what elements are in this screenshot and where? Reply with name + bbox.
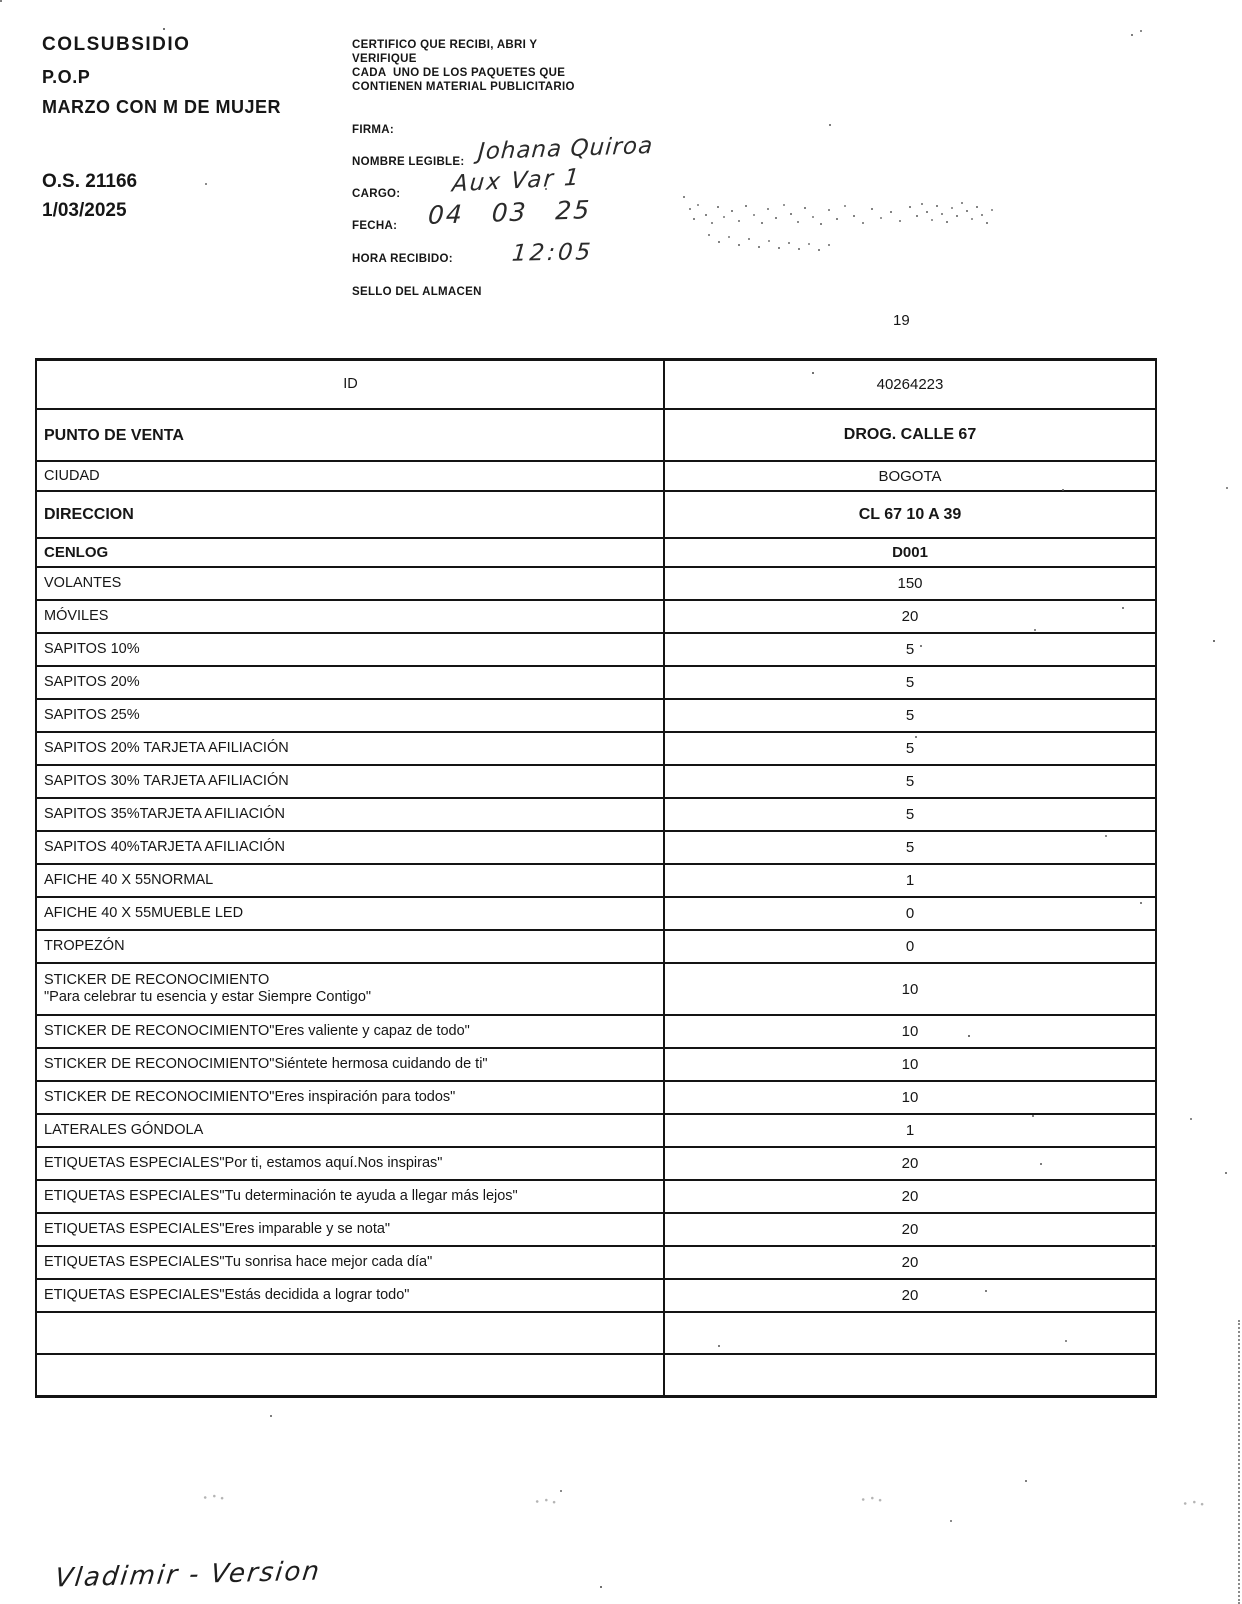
handwritten-cargo: Aux Var 1: [450, 164, 583, 198]
row-label: STICKER DE RECONOCIMIENTO: [44, 972, 270, 988]
handwritten-hora: 12:05: [510, 239, 595, 267]
row-label: DIRECCION: [44, 506, 134, 523]
row-label-cell: [37, 733, 665, 764]
row-label-cell: [37, 832, 665, 863]
certification-line: CONTIENEN MATERIAL PUBLICITARIO: [352, 81, 575, 93]
row-label-line2: "Para celebrar tu esencia y estar Siempre Contigo": [44, 989, 372, 1005]
row-value: 0: [905, 938, 915, 955]
row-label: AFICHE 40 X 55MUEBLE LED: [44, 905, 244, 921]
row-label-cell: [37, 898, 665, 929]
row-label-cell: [37, 1355, 665, 1395]
table-row: [37, 832, 1155, 865]
row-label: ETIQUETAS ESPECIALES"Eres imparable y se nota": [44, 1221, 391, 1237]
row-value: 20: [901, 608, 919, 625]
scan-smudge: [200, 1494, 226, 1501]
table-row: [37, 865, 1155, 898]
row-value: [665, 1355, 1155, 1395]
row-label: PUNTO DE VENTA: [44, 426, 184, 444]
company-name: COLSUBSIDIO: [42, 34, 191, 55]
handwritten-fecha: 04 03 25: [427, 195, 593, 230]
scan-edge-artifact: [1238, 1320, 1240, 1604]
campaign-name: MARZO CON M DE MUJER: [42, 97, 281, 117]
table-row: [37, 1148, 1155, 1181]
table-row: [37, 568, 1155, 601]
row-value: 20: [901, 1254, 919, 1271]
table-row: [37, 700, 1155, 733]
row-value: [665, 1313, 1155, 1353]
row-label: SAPITOS 20%: [44, 674, 140, 690]
table-row: [37, 1016, 1155, 1049]
row-label-cell: [37, 492, 665, 537]
row-label: MÓVILES: [44, 608, 109, 624]
row-label-cell: [37, 568, 665, 599]
row-label: STICKER DE RECONOCIMIENTO"Eres inspiración para todos": [44, 1089, 456, 1105]
row-label: AFICHE 40 X 55NORMAL: [44, 872, 214, 888]
scan-smudge: [1180, 1500, 1206, 1507]
row-label-cell: [37, 601, 665, 632]
row-label-cell: [37, 361, 665, 408]
row-label-cell: [37, 462, 665, 490]
row-label: SAPITOS 25%: [44, 707, 140, 723]
row-value: 10: [901, 1089, 919, 1106]
row-label-cell: [37, 1115, 665, 1146]
table-row: [37, 1355, 1155, 1395]
row-label: ETIQUETAS ESPECIALES"Tu sonrisa hace mejor cada día": [44, 1254, 433, 1270]
scan-noise-specks: [0, 0, 2, 2]
row-value: 20: [901, 1221, 919, 1238]
row-label: SAPITOS 35%TARJETA AFILIACIÓN: [44, 806, 285, 822]
handwritten-footer-note: Vladimir - Version: [53, 1556, 323, 1594]
sello-almacen-label: SELLO DEL ALMACEN: [352, 286, 482, 298]
handwritten-nombre: Johana Quiroa: [477, 132, 655, 166]
table-row: [37, 964, 1155, 1016]
table-row: [37, 634, 1155, 667]
header-brand-block: [42, 34, 281, 222]
certification-line: VERIFIQUE: [352, 53, 417, 65]
table-row: [37, 462, 1155, 492]
row-label-cell: [37, 700, 665, 731]
row-value: 1: [905, 872, 915, 889]
table-row: [37, 410, 1155, 462]
row-label: SAPITOS 40%TARJETA AFILIACIÓN: [44, 839, 285, 855]
row-label: STICKER DE RECONOCIMIENTO"Eres valiente y capaz de todo": [44, 1023, 470, 1039]
row-label-cell: [37, 1181, 665, 1212]
row-label-cell: [37, 766, 665, 797]
row-value: 20: [901, 1188, 919, 1205]
row-label-cell: [37, 1049, 665, 1080]
row-value: 150: [897, 575, 923, 592]
row-value: 5: [905, 740, 915, 757]
row-value: 5: [905, 773, 915, 790]
row-label-cell: [37, 865, 665, 896]
row-label: STICKER DE RECONOCIMIENTO"Siéntete hermosa cuidando de ti": [44, 1056, 488, 1072]
row-label: SAPITOS 20% TARJETA AFILIACIÓN: [44, 740, 289, 756]
row-value: 10: [901, 980, 919, 998]
table-row: [37, 799, 1155, 832]
row-label-cell: [37, 1214, 665, 1245]
row-label: ETIQUETAS ESPECIALES"Estás decidida a lograr todo": [44, 1287, 410, 1303]
row-label-cell: [37, 1247, 665, 1278]
certification-line: CERTIFICO QUE RECIBI, ABRI Y: [352, 39, 538, 51]
table-row: [37, 539, 1155, 568]
row-label-cell: [37, 1082, 665, 1113]
table-row: [37, 766, 1155, 799]
table-row: [37, 361, 1155, 410]
row-label: CENLOG: [44, 544, 109, 561]
nombre-legible-label: NOMBRE LEGIBLE:: [352, 156, 465, 168]
row-value: 1: [905, 1122, 915, 1139]
scan-smudge: [858, 1496, 884, 1503]
row-value: 5: [905, 839, 915, 856]
row-value: 5: [905, 641, 915, 658]
row-label-cell: [37, 634, 665, 665]
fecha-label: FECHA:: [352, 220, 398, 232]
row-label-cell: [37, 667, 665, 698]
table-row: [37, 667, 1155, 700]
row-value: 5: [905, 707, 915, 724]
order-date: 1/03/2025: [42, 200, 127, 221]
table-row: [37, 1214, 1155, 1247]
row-value: 5: [905, 806, 915, 823]
table-row: [37, 1049, 1155, 1082]
row-value: 10: [901, 1056, 919, 1073]
row-label-cell: [37, 1313, 665, 1353]
scan-smudge: [532, 1498, 558, 1505]
table-row: [37, 931, 1155, 964]
row-value: 20: [901, 1287, 919, 1304]
row-value: 5: [905, 674, 915, 691]
row-value: D001: [892, 544, 928, 561]
table-row: [37, 1082, 1155, 1115]
row-value: 0: [905, 905, 915, 922]
certification-line: CADA UNO DE LOS PAQUETES QUE: [352, 67, 566, 79]
table-row: [37, 601, 1155, 634]
row-label-cell: [37, 1280, 665, 1311]
table-row: [37, 733, 1155, 766]
row-value: 20: [901, 1155, 919, 1172]
table-body: [37, 361, 1155, 1395]
row-label-cell: [37, 1148, 665, 1179]
row-value: 10: [901, 1023, 919, 1040]
faded-stamp-smudge: [683, 196, 1003, 260]
row-value: 40264223: [876, 376, 944, 393]
row-label-cell: [37, 539, 665, 566]
table-row: [37, 1115, 1155, 1148]
table-row: [37, 1280, 1155, 1313]
row-label: LATERALES GÓNDOLA: [44, 1122, 204, 1138]
table-row: [37, 1247, 1155, 1280]
row-label: ETIQUETAS ESPECIALES"Tu determinación te ayuda a llegar más lejos": [44, 1188, 518, 1204]
row-value: BOGOTA: [878, 467, 942, 485]
row-label-cell: [37, 410, 665, 460]
table-row: [37, 492, 1155, 539]
table-row: [37, 1181, 1155, 1214]
row-label-cell: [37, 1016, 665, 1047]
row-label: VOLANTES: [44, 575, 122, 591]
row-label-cell: [37, 931, 665, 962]
delivery-items-table: [35, 358, 1157, 1398]
order-number: O.S. 21166: [42, 171, 138, 192]
row-label: SAPITOS 30% TARJETA AFILIACIÓN: [44, 773, 289, 789]
row-label: SAPITOS 10%: [44, 641, 140, 657]
program-name: P.O.P: [42, 67, 91, 87]
row-value: DROG. CALLE 67: [843, 426, 977, 443]
row-value: CL 67 10 A 39: [858, 505, 962, 523]
row-label: CIUDAD: [44, 467, 100, 484]
cargo-label: CARGO:: [352, 188, 401, 200]
row-label: ETIQUETAS ESPECIALES"Por ti, estamos aquí.Nos inspiras": [44, 1155, 443, 1171]
page-number: 19: [893, 312, 910, 329]
row-label-cell: [37, 964, 665, 1014]
row-label: TROPEZÓN: [44, 938, 125, 954]
table-row: [37, 1313, 1155, 1355]
row-label-cell: [37, 799, 665, 830]
table-row: [37, 898, 1155, 931]
row-label: ID: [343, 376, 358, 392]
firma-label: FIRMA:: [352, 124, 395, 136]
hora-recibido-label: HORA RECIBIDO:: [352, 253, 453, 265]
